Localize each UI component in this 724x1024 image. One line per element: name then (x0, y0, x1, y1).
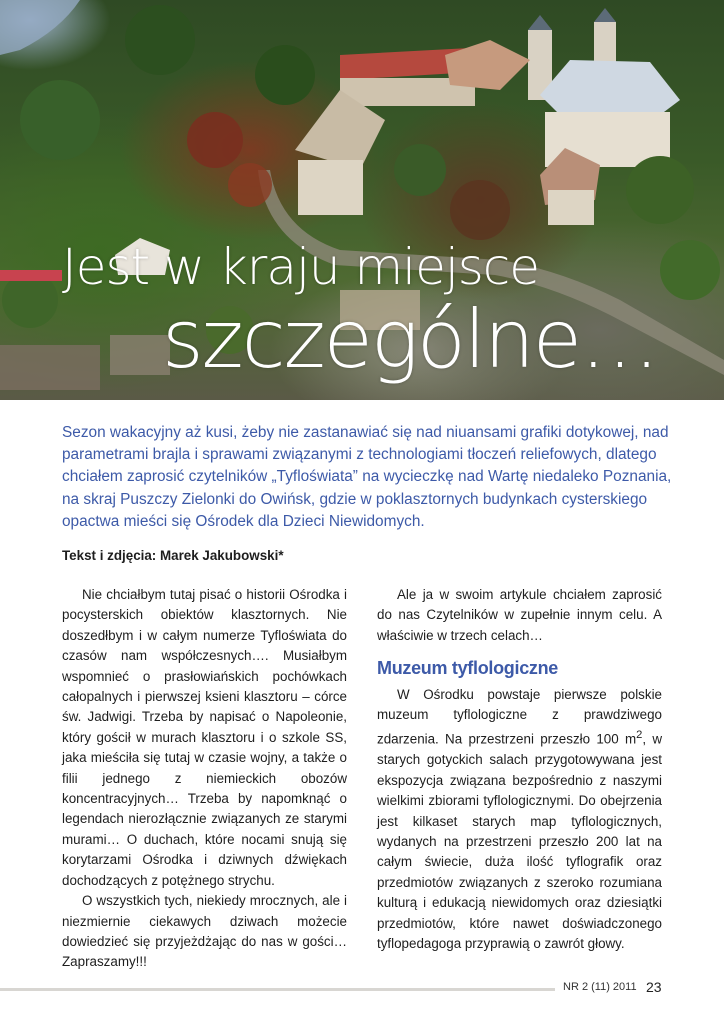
body-paragraph: O wszystkich tych, niekiedy mrocznych, ale i niezmiernie ciekawych dziwach możecie dowiedzieć się przyjeżdżając do nas w gości… Zapraszamy!!! (62, 893, 347, 970)
byline: Tekst i zdjęcia: Marek Jakubowski* (62, 548, 284, 563)
body-text: , w starych gotyckich salach przygotowywana jest ekspozycja związana bezpośrednio z naszymi wielkimi zbiorami tyflologicznymi. Do obejrzenia jest kilkaset starych map tyflologicznych, wydanych na przestrzeni przeszło 200 lat na całym świecie, duża ilość tyflografik oraz przedmiotów związanych z szeroko rozumiana kulturą i edukacją niewidomych oraz dziesiątki przedmiotów, które nawet doświadczonego tyflopedagoga przyprawią o zawrót głowy. (377, 731, 662, 951)
article-title-line-2: szczególne… (162, 293, 658, 386)
body-paragraph: Ale ja w swoim artykule chciałem zaprosić do nas Czytelników w zupełnie innym celu. A właściwie w trzech celach… (377, 587, 662, 643)
column-right (377, 585, 662, 954)
title-accent-bar (0, 270, 62, 281)
body-paragraph (377, 685, 662, 955)
article-title-line-1: Jest w kraju miejsce (62, 238, 540, 296)
body-paragraph: Nie chciałbym tutaj pisać o historii Ośrodka i pocysterskich obiektów klasztornych. Nie doszedłbym i w całym numerze Tyfloświata do czasów nam współczesnych…. Musiałbym wspomnieć o prasłowiańskich pochówkach całopalnych i pierwszej ksieni klasztoru – córce św. Jadwigi. Trzeba by napisać o Napoleonie, który gościł w murach klasztoru i o szkole SS, jaka mieściła się tutaj w czasie wojny, a także o filii jednego z niemieckich obozów koncentracyjnych… Trzeba by napomknąć o legendach nierozłącznie związanych ze starymi murami… O duchach, które nocami snują się korytarzami Ośrodka i dziwnych dźwiękach dochodzących z potężnego strychu. (62, 587, 347, 888)
body-text: W Ośrodku powstaje pierwsze polskie muzeum tyflologiczne z prawdziwego zdarzenia. Na przestrzeni przeszło 100 m (377, 686, 662, 747)
superscript: 2 (636, 729, 643, 742)
footer-rule (0, 988, 555, 991)
column-left (62, 585, 347, 973)
section-heading: Muzeum tyflologiczne (377, 658, 559, 679)
page-number: 23 (646, 979, 662, 995)
issue-number: NR 2 (11) 2011 (563, 981, 637, 993)
hero-aerial-photo (0, 0, 724, 400)
lead-paragraph: Sezon wakacyjny aż kusi, żeby nie zastanawiać się nad niuansami grafiki dotykowej, nad parametrami brajla i sprawami związanymi z technologiami tłoczeń reliefowych, dlatego chciałem zaprosić czytelników „Tyfloświata” na wycieczkę nad Wartę niedaleko Poznania, na skraj Puszczy Zielonki do Owińsk, gdzie w poklasztornych budynkach cysterskiego opactwa mieści się Ośrodek dla Dzieci Niewidomych. (62, 424, 672, 530)
